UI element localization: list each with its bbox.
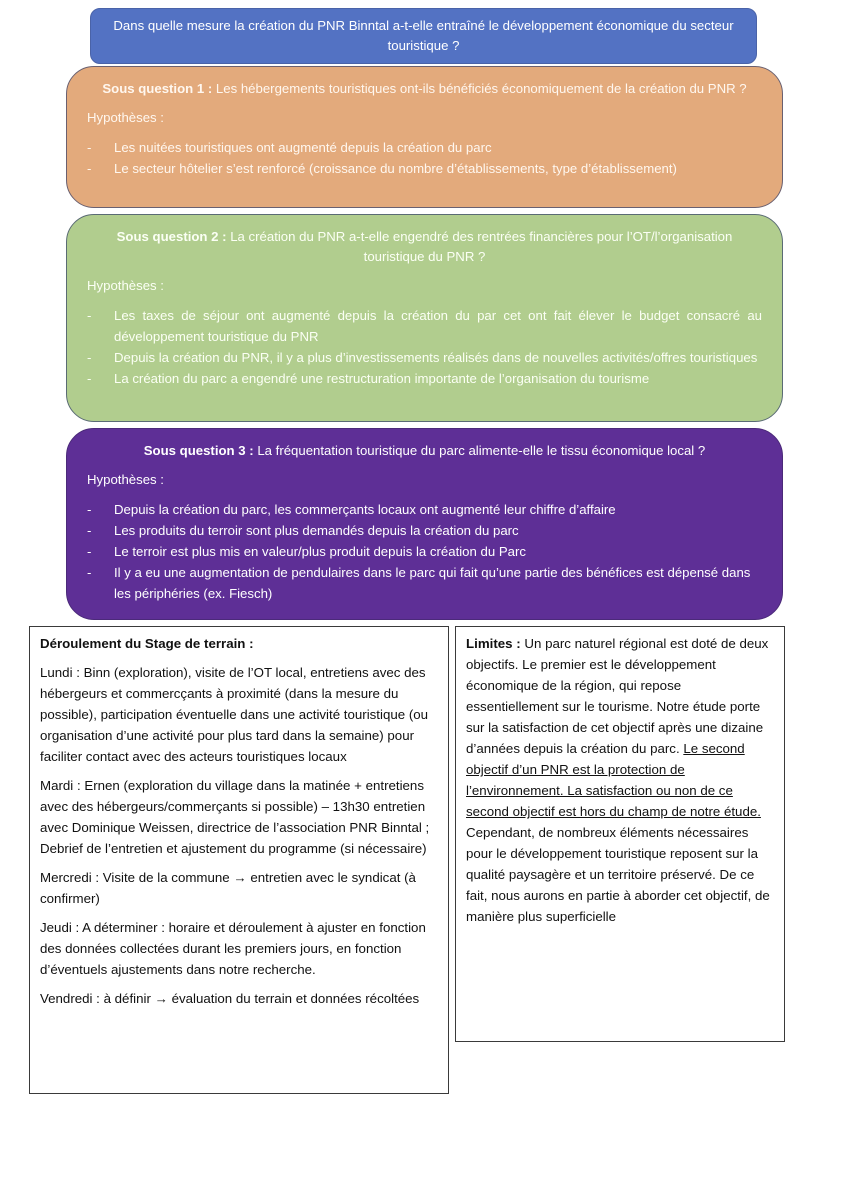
sub-question-3-label: Sous question 3 :: [143, 443, 254, 458]
hypothesis-item: - Le terroir est plus mis en valeur/plus produit depuis la création du Parc: [87, 544, 526, 559]
sub-question-1-hypotheses-list: [87, 137, 762, 179]
schedule-thursday: Jeudi : A déterminer : horaire et déroulement à ajuster en fonction des données collectées durant les premiers jours, en fonction d’éventuels ajustements dans notre recherche.: [40, 920, 426, 977]
sub-question-3-text: La fréquentation touristique du parc alimente-elle le tissu économique local ?: [253, 443, 706, 458]
hypothesis-item: - Les taxes de séjour ont augmenté depuis la création du par cet ont fait élever le budget consacré au développement touristique du PNR: [87, 308, 762, 344]
hypothesis-item: - Depuis la création du PNR, il y a plus d’investissements réalisés dans de nouvelles activités/offres touristiques: [87, 350, 758, 365]
field-trip-schedule-panel: [29, 626, 449, 1094]
schedule-friday: Vendredi : à définir → évaluation du terrain et données récoltées: [40, 991, 420, 1006]
limits-paragraph: [466, 633, 774, 927]
main-question-box: [90, 8, 757, 64]
sub-question-2-hypotheses-list: [87, 305, 762, 389]
hypothesis-item: - La création du parc a engendré une restructuration importante de l’organisation du tourisme: [87, 371, 650, 386]
sub-question-3-box: [66, 428, 783, 620]
hypothesis-item: - Le secteur hôtelier s’est renforcé (croissance du nombre d’établissements, type d’établissement): [87, 161, 677, 176]
sub-question-2-hypotheses-label: Hypothèses :: [87, 278, 164, 293]
hypothesis-item: - Depuis la création du parc, les commerçants locaux ont augmenté leur chiffre d’affaire: [87, 502, 616, 517]
schedule-wednesday: Mercredi : Visite de la commune → entretien avec le syndicat (à confirmer): [40, 870, 416, 906]
sub-question-2-box: [66, 214, 783, 422]
limits-text-conclusion: Cependant, de nombreux éléments nécessaires pour le développement touristique reposent sur la qualité paysagère et un territoire préservé. De ce fait, nous aurons en partie à aborder cet objectif, de manière plus superficielle: [466, 825, 770, 924]
sub-question-1-hypotheses-label: Hypothèses :: [87, 110, 164, 125]
sub-question-1-title: [87, 79, 762, 99]
main-question-text: Dans quelle mesure la création du PNR Binntal a-t-elle entraîné le développement économique du secteur touristique ?: [113, 18, 734, 53]
sub-question-2-label: Sous question 2 :: [116, 229, 227, 244]
sub-question-3-hypotheses-label: Hypothèses :: [87, 472, 164, 487]
hypothesis-item: - Les produits du terroir sont plus demandés depuis la création du parc: [87, 523, 519, 538]
schedule-monday: Lundi : Binn (exploration), visite de l’OT local, entretiens avec des hébergeurs et commercçants à proximité (dans la mesure du possible), participation éventuelle dans une activité touristique (ou organisation d’une activité pour plus tard dans la semaine) pour faciliter contact avec des acteurs touristiques locaux: [40, 665, 429, 764]
field-trip-title: Déroulement du Stage de terrain :: [40, 636, 254, 651]
sub-question-1-label: Sous question 1 :: [102, 81, 213, 96]
schedule-tuesday: Mardi : Ernen (exploration du village dans la matinée + entretiens avec des hébergeurs/commerçants si possible) – 13h30 entretien avec Dominique Weissen, directrice de l’association PNR Binntal ; Debrief de l’entretien et ajustement du programme (si nécessaire): [40, 778, 430, 856]
sub-question-1-text: Les hébergements touristiques ont-ils bénéficiés économiquement de la création du PNR ?: [212, 81, 747, 96]
hypothesis-item: - Il y a eu une augmentation de pendulaires dans le parc qui fait qu’une partie des bénéfices est dépensé dans les périphéries (ex. Fiesch): [87, 565, 751, 601]
limits-text-underlined: Le second objectif d’un PNR est la protection de l’environnement. La satisfaction ou non de ce second objectif est hors du champ de notre étude.: [466, 741, 761, 819]
sub-question-3-title: [87, 441, 762, 461]
limits-panel: [455, 626, 785, 1042]
sub-question-2-text: La création du PNR a-t-elle engendré des rentrées financières pour l’OT/l’organisation touristique du PNR ?: [226, 229, 733, 264]
limits-text-intro: Un parc naturel régional est doté de deux objectifs. Le premier est le développement économique de la région, qui repose essentiellement sur le tourisme. Notre étude porte sur la satisfaction de cet objectif après une dizaine d’années depuis la création du parc.: [466, 636, 769, 756]
sub-question-2-title: [87, 227, 762, 267]
limits-label: Limites :: [466, 636, 521, 651]
sub-question-1-box: [66, 66, 783, 208]
hypothesis-item: - Les nuitées touristiques ont augmenté depuis la création du parc: [87, 140, 492, 155]
sub-question-3-hypotheses-list: [87, 499, 762, 604]
